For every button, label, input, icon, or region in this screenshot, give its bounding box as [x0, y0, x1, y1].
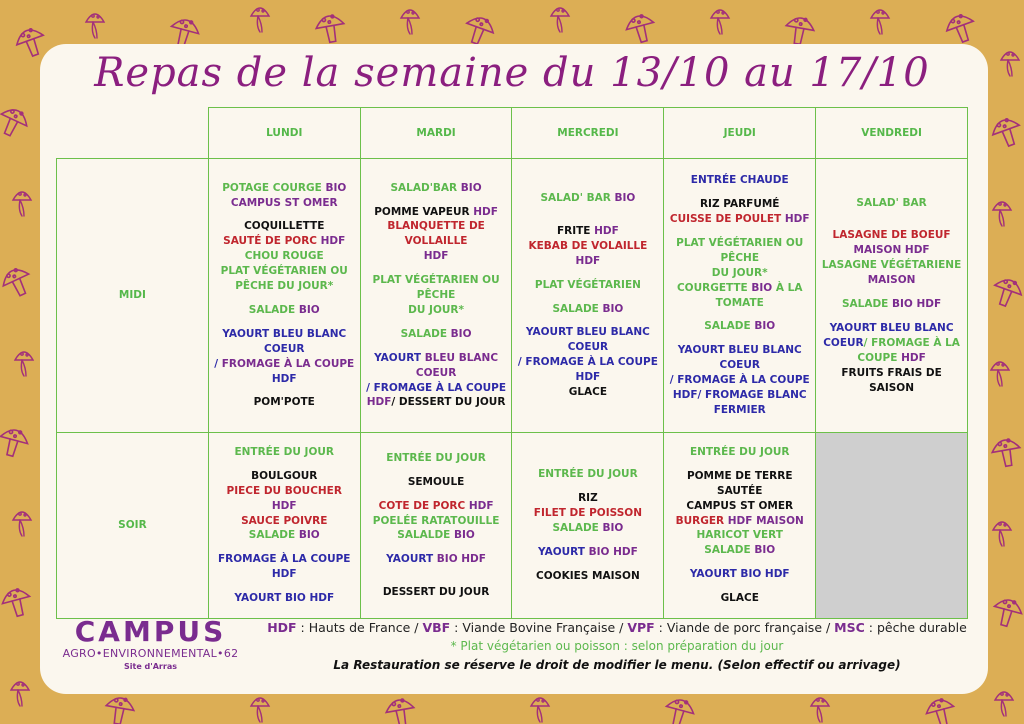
menu-item-line [365, 499, 508, 514]
menu-item-text: POM'POTE [253, 396, 315, 409]
menu-item-line [365, 303, 508, 318]
menu-item-text: COEUR [823, 336, 864, 349]
menu-item-text: YAOURT [538, 545, 589, 558]
spacer [516, 206, 659, 215]
menu-item-line [365, 381, 508, 396]
soir-row [57, 433, 968, 619]
spacer [213, 460, 356, 469]
menu-item-line [365, 451, 508, 466]
menu-item-text: GLACE [568, 386, 608, 399]
menu-item-line [820, 258, 963, 273]
menu-item-text: SALADE [704, 544, 755, 557]
menu-item-text: HDF [423, 250, 449, 263]
menu-cell-soir-jeudi [664, 433, 816, 619]
spacer [516, 269, 659, 278]
menu-item-line [668, 591, 811, 606]
menu-item-text: LASAGNE DE BOEUF [832, 229, 951, 242]
menu-item-text: HDF [271, 499, 297, 512]
menu-item-line [365, 205, 508, 220]
menu-cell-soir-lundi [208, 433, 360, 619]
menu-item-line [516, 325, 659, 355]
menu-item-text: BLEU BLANC COEUR [415, 351, 499, 379]
menu-item-line [516, 467, 659, 482]
menu-item-text: BIO [460, 181, 482, 194]
legend-abbreviation: VPF [627, 620, 655, 635]
menu-item-text: SALAD'BAR [390, 181, 461, 194]
spacer [213, 294, 356, 303]
menu-item-line [668, 388, 811, 403]
logo-wordmark: CAMPUS [74, 615, 227, 648]
menu-item-line [668, 296, 811, 311]
spacer [365, 196, 508, 205]
menu-item-line [365, 475, 508, 490]
spacer [668, 582, 811, 591]
menu-item-line [213, 234, 356, 249]
menu-cell-midi-jeudi [664, 159, 816, 433]
menu-item-line [668, 197, 811, 212]
menu-cell-soir-mardi [360, 433, 512, 619]
menu-item-text: BIO [614, 192, 636, 205]
menu-item-text: PLAT VÉGÉTARIEN OU PÊCHE [676, 236, 804, 264]
menu-item-line [213, 591, 356, 606]
menu-item-text: BIO [602, 522, 624, 534]
menu-item-text: SAUTÉ DE PORC [223, 235, 321, 248]
menu-item-text: BIO [751, 281, 773, 294]
legend-abbreviation: MSC [834, 620, 865, 635]
spacer [516, 215, 659, 224]
spacer [668, 227, 811, 236]
menu-item-text: BIO [454, 529, 475, 542]
menu-item-text: HDF MAISON [727, 514, 804, 527]
menu-item-line [820, 196, 963, 211]
menu-item-line [213, 219, 356, 234]
menu-item-line [516, 521, 659, 536]
menu-item-text: BIO [602, 302, 624, 315]
menu-item-text: FRUITS FRAIS DE SAISON [841, 366, 942, 394]
menu-item-line [213, 445, 356, 460]
spacer [668, 334, 811, 343]
menu-item-text: BIO [298, 303, 320, 316]
menu-item-line [820, 243, 963, 258]
menu-item-text: HDF [784, 212, 810, 225]
midi-row [57, 159, 968, 433]
menu-item-text: DU JOUR* [408, 303, 464, 316]
menu-item-text: SALAD' BAR [540, 192, 615, 205]
legend-abbreviation: HDF [267, 620, 297, 635]
spacer [516, 536, 659, 545]
menu-item-line [365, 585, 508, 600]
menu-item-text: HDF [468, 499, 494, 512]
corner-cell [57, 108, 209, 159]
menu-item-text: SALADE [552, 302, 603, 315]
spacer [516, 560, 659, 569]
day-header-vendredi: VENDREDI [816, 108, 968, 159]
menu-item-text: TOMATE [715, 296, 764, 309]
menu-item-text: HARICOT VERT [696, 529, 783, 542]
menu-cell-midi-mercredi [512, 159, 664, 433]
menu-item-line [213, 469, 356, 484]
menu-item-line [516, 191, 659, 206]
menu-item-text: COURGETTE [676, 281, 752, 294]
menu-item-text: HDF/ FROMAGE BLANC [672, 389, 807, 402]
menu-item-text: YAOURT BLEU BLANC [829, 321, 954, 334]
menu-item-line [668, 403, 811, 418]
menu-item-text: HDF [901, 351, 926, 364]
menu-item-text: POTAGE COURGE [222, 181, 326, 194]
spacer [365, 567, 508, 576]
menu-item-line [668, 499, 811, 514]
menu-item-line [668, 514, 811, 529]
menu-item-line [820, 366, 963, 396]
menu-cell-soir-vendredi-empty [816, 433, 968, 619]
menu-item-text: SAUCE POIVRE [241, 514, 328, 527]
menu-item-line [365, 273, 508, 303]
legend-description: : Viande de porc française / [654, 620, 835, 635]
menu-item-line [516, 278, 659, 293]
page-title: Repas de la semaine du 13/10 au 17/10 [94, 50, 930, 96]
menu-item-text: COOKIES MAISON [536, 569, 640, 582]
menu-item-line [516, 491, 659, 506]
menu-item-text: CAMPUS ST OMER [230, 196, 338, 209]
menu-item-line [516, 569, 659, 584]
menu-item-text: BIO [754, 544, 776, 557]
menu-item-text: SALADE [248, 303, 299, 316]
menu-item-line [213, 264, 356, 279]
menu-item-text: YAOURT [374, 351, 425, 364]
menu-item-line [213, 181, 356, 196]
menu-item-text: HDF [473, 205, 498, 218]
menu-item-line [668, 173, 811, 188]
menu-item-text: RIZ [578, 492, 598, 505]
vegetarian-note: * Plat végétarien ou poisson : selon préparation du jour [450, 639, 784, 653]
menu-item-line [668, 343, 811, 373]
spacer [820, 312, 963, 321]
menu-item-line [820, 336, 963, 351]
menu-item-text: FERMIER [713, 403, 766, 416]
spacer [365, 543, 508, 552]
menu-item-text: HDF [575, 254, 601, 267]
meal-label-midi: MIDI [57, 159, 209, 433]
menu-item-line [213, 327, 356, 357]
menu-item-text: YAOURT BIO HDF [689, 568, 790, 581]
spacer [365, 342, 508, 351]
spacer [213, 318, 356, 327]
menu-item-line [668, 528, 811, 543]
menu-item-line [820, 228, 963, 243]
menu-item-line [516, 355, 659, 385]
spacer [365, 466, 508, 475]
menu-item-line [668, 373, 811, 388]
menu-item-line [820, 297, 963, 312]
day-header-mercredi: MERCREDI [512, 108, 664, 159]
menu-item-text: DESSERT DU JOUR [382, 586, 490, 599]
menu-item-text: BIO [325, 181, 347, 194]
menu-item-text: SALADE [552, 522, 603, 534]
menu-item-text: / [214, 357, 222, 370]
menu-item-line [213, 395, 356, 410]
legend-description: : pêche durable [864, 620, 967, 635]
spacer [365, 264, 508, 273]
spacer [668, 460, 811, 469]
menu-item-text: FROMAGE À LA COUPE [221, 357, 355, 370]
legend-abbreviation: VBF [422, 620, 451, 635]
menu-item-text: HDF [594, 224, 619, 237]
menu-cell-midi-vendredi [816, 159, 968, 433]
menu-item-text: PLAT VÉGÉTARIEN [534, 278, 641, 291]
menu-item-text: À LA [772, 281, 803, 294]
menu-item-line [365, 552, 508, 567]
menu-item-line [516, 224, 659, 239]
menu-item-text: COTE DE PORC [378, 499, 469, 512]
meal-label-soir: SOIR [57, 433, 209, 619]
menu-item-line [668, 543, 811, 558]
menu-item-text: / DESSERT DU JOUR [391, 396, 506, 409]
menu-item-text: / FROMAGE À LA COUPE [366, 381, 507, 394]
menu-item-text: BLANQUETTE DE VOLLAILLE [387, 220, 485, 248]
menu-item-line [213, 196, 356, 211]
spacer [820, 210, 963, 219]
menu-item-line [365, 181, 508, 196]
menu-item-line [213, 279, 356, 294]
menu-item-text: HDF [271, 372, 297, 385]
menu-item-line [668, 567, 811, 582]
menu-item-text: BOULGOUR [251, 469, 318, 482]
menu-item-text: PLAT VÉGÉTARIEN OU PÊCHE [372, 274, 500, 302]
menu-item-text: BIO HDF [588, 545, 638, 558]
menu-item-text: YAOURT BLEU BLANC COEUR [677, 344, 802, 372]
menu-item-line [820, 273, 963, 288]
menu-item-line [213, 484, 356, 514]
menu-item-text: MAISON HDF [853, 244, 930, 257]
spacer [516, 316, 659, 325]
menu-item-line [668, 212, 811, 227]
menu-item-line [668, 469, 811, 499]
menu-item-line [213, 514, 356, 529]
menu-item-line [516, 385, 659, 400]
menu-cell-midi-mardi [360, 159, 512, 433]
legend-description: : Hauts de France / [296, 620, 423, 635]
spacer [213, 582, 356, 591]
menu-item-text: SALADE [704, 320, 755, 333]
menu-item-line [365, 514, 508, 529]
menu-item-text: SALADE [248, 529, 299, 542]
spacer [365, 318, 508, 327]
menu-item-text: POMME DE TERRE SAUTÉE [686, 469, 793, 497]
menu-item-line [213, 303, 356, 318]
menu-item-text: CHOU ROUGE [244, 250, 324, 263]
menu-item-line [820, 321, 963, 336]
spacer [213, 210, 356, 219]
menu-item-text: YAOURT BLEU BLANC COEUR [525, 326, 650, 354]
abbreviation-legend [250, 619, 984, 636]
menu-item-line [820, 351, 963, 366]
menu-item-text: SALALDE [397, 529, 455, 542]
menu-item-line [365, 219, 508, 249]
day-header-mardi: MARDI [360, 108, 512, 159]
menu-item-text: BIO HDF [436, 553, 486, 566]
menu-item-line [668, 236, 811, 266]
menu-item-text: / FROMAGE À LA COUPE [669, 374, 810, 387]
menu-item-text: YAOURT [386, 553, 437, 566]
menu-item-text: BIO [450, 327, 472, 340]
campus-logo [58, 617, 243, 673]
menu-item-text: BURGER [675, 514, 728, 527]
menu-item-text: SEMOULE [407, 475, 465, 488]
menu-item-line [213, 552, 356, 582]
logo-subtitle: AGRO•ENVIRONNEMENTAL•62 [62, 647, 239, 660]
menu-item-text: PÊCHE DU JOUR* [235, 280, 334, 293]
spacer [365, 576, 508, 585]
legend-description: : Viande Bovine Française / [450, 620, 628, 635]
spacer [668, 558, 811, 567]
menu-item-line [668, 281, 811, 296]
spacer [213, 543, 356, 552]
menu-item-text: FROMAGE À LA COUPE HDF [217, 553, 351, 581]
menu-item-line [365, 351, 508, 381]
menu-item-line [516, 545, 659, 560]
menu-item-text: PIECE DU BOUCHER [226, 484, 342, 497]
menu-item-text: POMME VAPEUR [374, 205, 474, 218]
menu-item-line [365, 395, 508, 410]
menu-item-text: ENTRÉE DU JOUR [234, 445, 335, 458]
menu-item-text: SALADE [841, 298, 893, 311]
menu-item-text: MAISON [867, 274, 916, 287]
menu-item-text: HDF [320, 235, 346, 248]
menu-item-text: LASAGNE VÉGÉTARIENE [821, 259, 962, 272]
menu-item-text: CAMPUS ST OMER [686, 499, 794, 512]
menu-item-text: YAOURT BIO HDF [234, 592, 335, 605]
menu-item-line [668, 266, 811, 281]
menu-item-text: HDF [366, 396, 392, 409]
menu-cell-soir-mercredi [512, 433, 664, 619]
menu-item-text: ENTRÉE DU JOUR [538, 468, 638, 481]
menu-item-line [213, 357, 356, 387]
weekly-menu-table [56, 107, 968, 619]
menu-disclaimer: La Restauration se réserve le droit de modifier le menu. (Selon effectif ou arrivage) [333, 658, 901, 672]
days-header-row [57, 108, 968, 159]
day-header-lundi: LUNDI [208, 108, 360, 159]
menu-item-text: CUISSE DE POULET [669, 212, 785, 225]
menu-item-line [213, 528, 356, 543]
menu-item-text: ENTRÉE DU JOUR [386, 451, 486, 464]
spacer [668, 188, 811, 197]
day-header-jeudi: JEUDI [664, 108, 816, 159]
menu-item-line [516, 506, 659, 521]
menu-item-line [365, 249, 508, 264]
menu-item-text: COQUILLETTE [244, 220, 325, 233]
menu-item-text: DU JOUR* [711, 266, 768, 279]
menu-cell-midi-lundi [208, 159, 360, 433]
spacer [668, 310, 811, 319]
menu-item-line [365, 528, 508, 543]
spacer [516, 482, 659, 491]
menu-item-text: SALADE [400, 327, 451, 340]
menu-item-text: FILET DE POISSON [533, 507, 642, 520]
menu-item-line [668, 319, 811, 334]
menu-item-line [516, 302, 659, 317]
menu-item-line [365, 327, 508, 342]
menu-item-text: KEBAB DE VOLAILLE [528, 239, 648, 252]
spacer [516, 293, 659, 302]
menu-item-text: SALAD' BAR [856, 196, 927, 209]
menu-item-text: FRITE [556, 224, 595, 237]
menu-item-text: COUPE [857, 351, 902, 364]
menu-item-line [213, 249, 356, 264]
menu-item-text: ENTRÉE CHAUDE [690, 174, 789, 187]
menu-item-text: GLACE [720, 592, 759, 605]
spacer [820, 219, 963, 228]
menu-item-line [668, 445, 811, 460]
menu-item-text: / FROMAGE À LA [863, 336, 960, 349]
logo-site: Site d'Arras [124, 662, 177, 671]
menu-item-text: BIO [754, 320, 776, 333]
menu-item-text: BIO HDF [892, 298, 942, 311]
menu-item-text: BIO [298, 529, 320, 542]
menu-item-line [516, 239, 659, 269]
menu-item-text: PLAT VÉGÉTARIEN OU [220, 265, 348, 278]
spacer [213, 386, 356, 395]
spacer [365, 490, 508, 499]
menu-item-text: RIZ PARFUMÉ [699, 198, 780, 211]
menu-item-text: POELÉE RATATOUILLE [372, 514, 500, 527]
menu-item-text: YAOURT BLEU BLANC COEUR [222, 327, 347, 355]
menu-item-text: ENTRÉE DU JOUR [689, 445, 790, 458]
menu-item-text: / FROMAGE À LA COUPE HDF [517, 356, 658, 384]
spacer [820, 288, 963, 297]
